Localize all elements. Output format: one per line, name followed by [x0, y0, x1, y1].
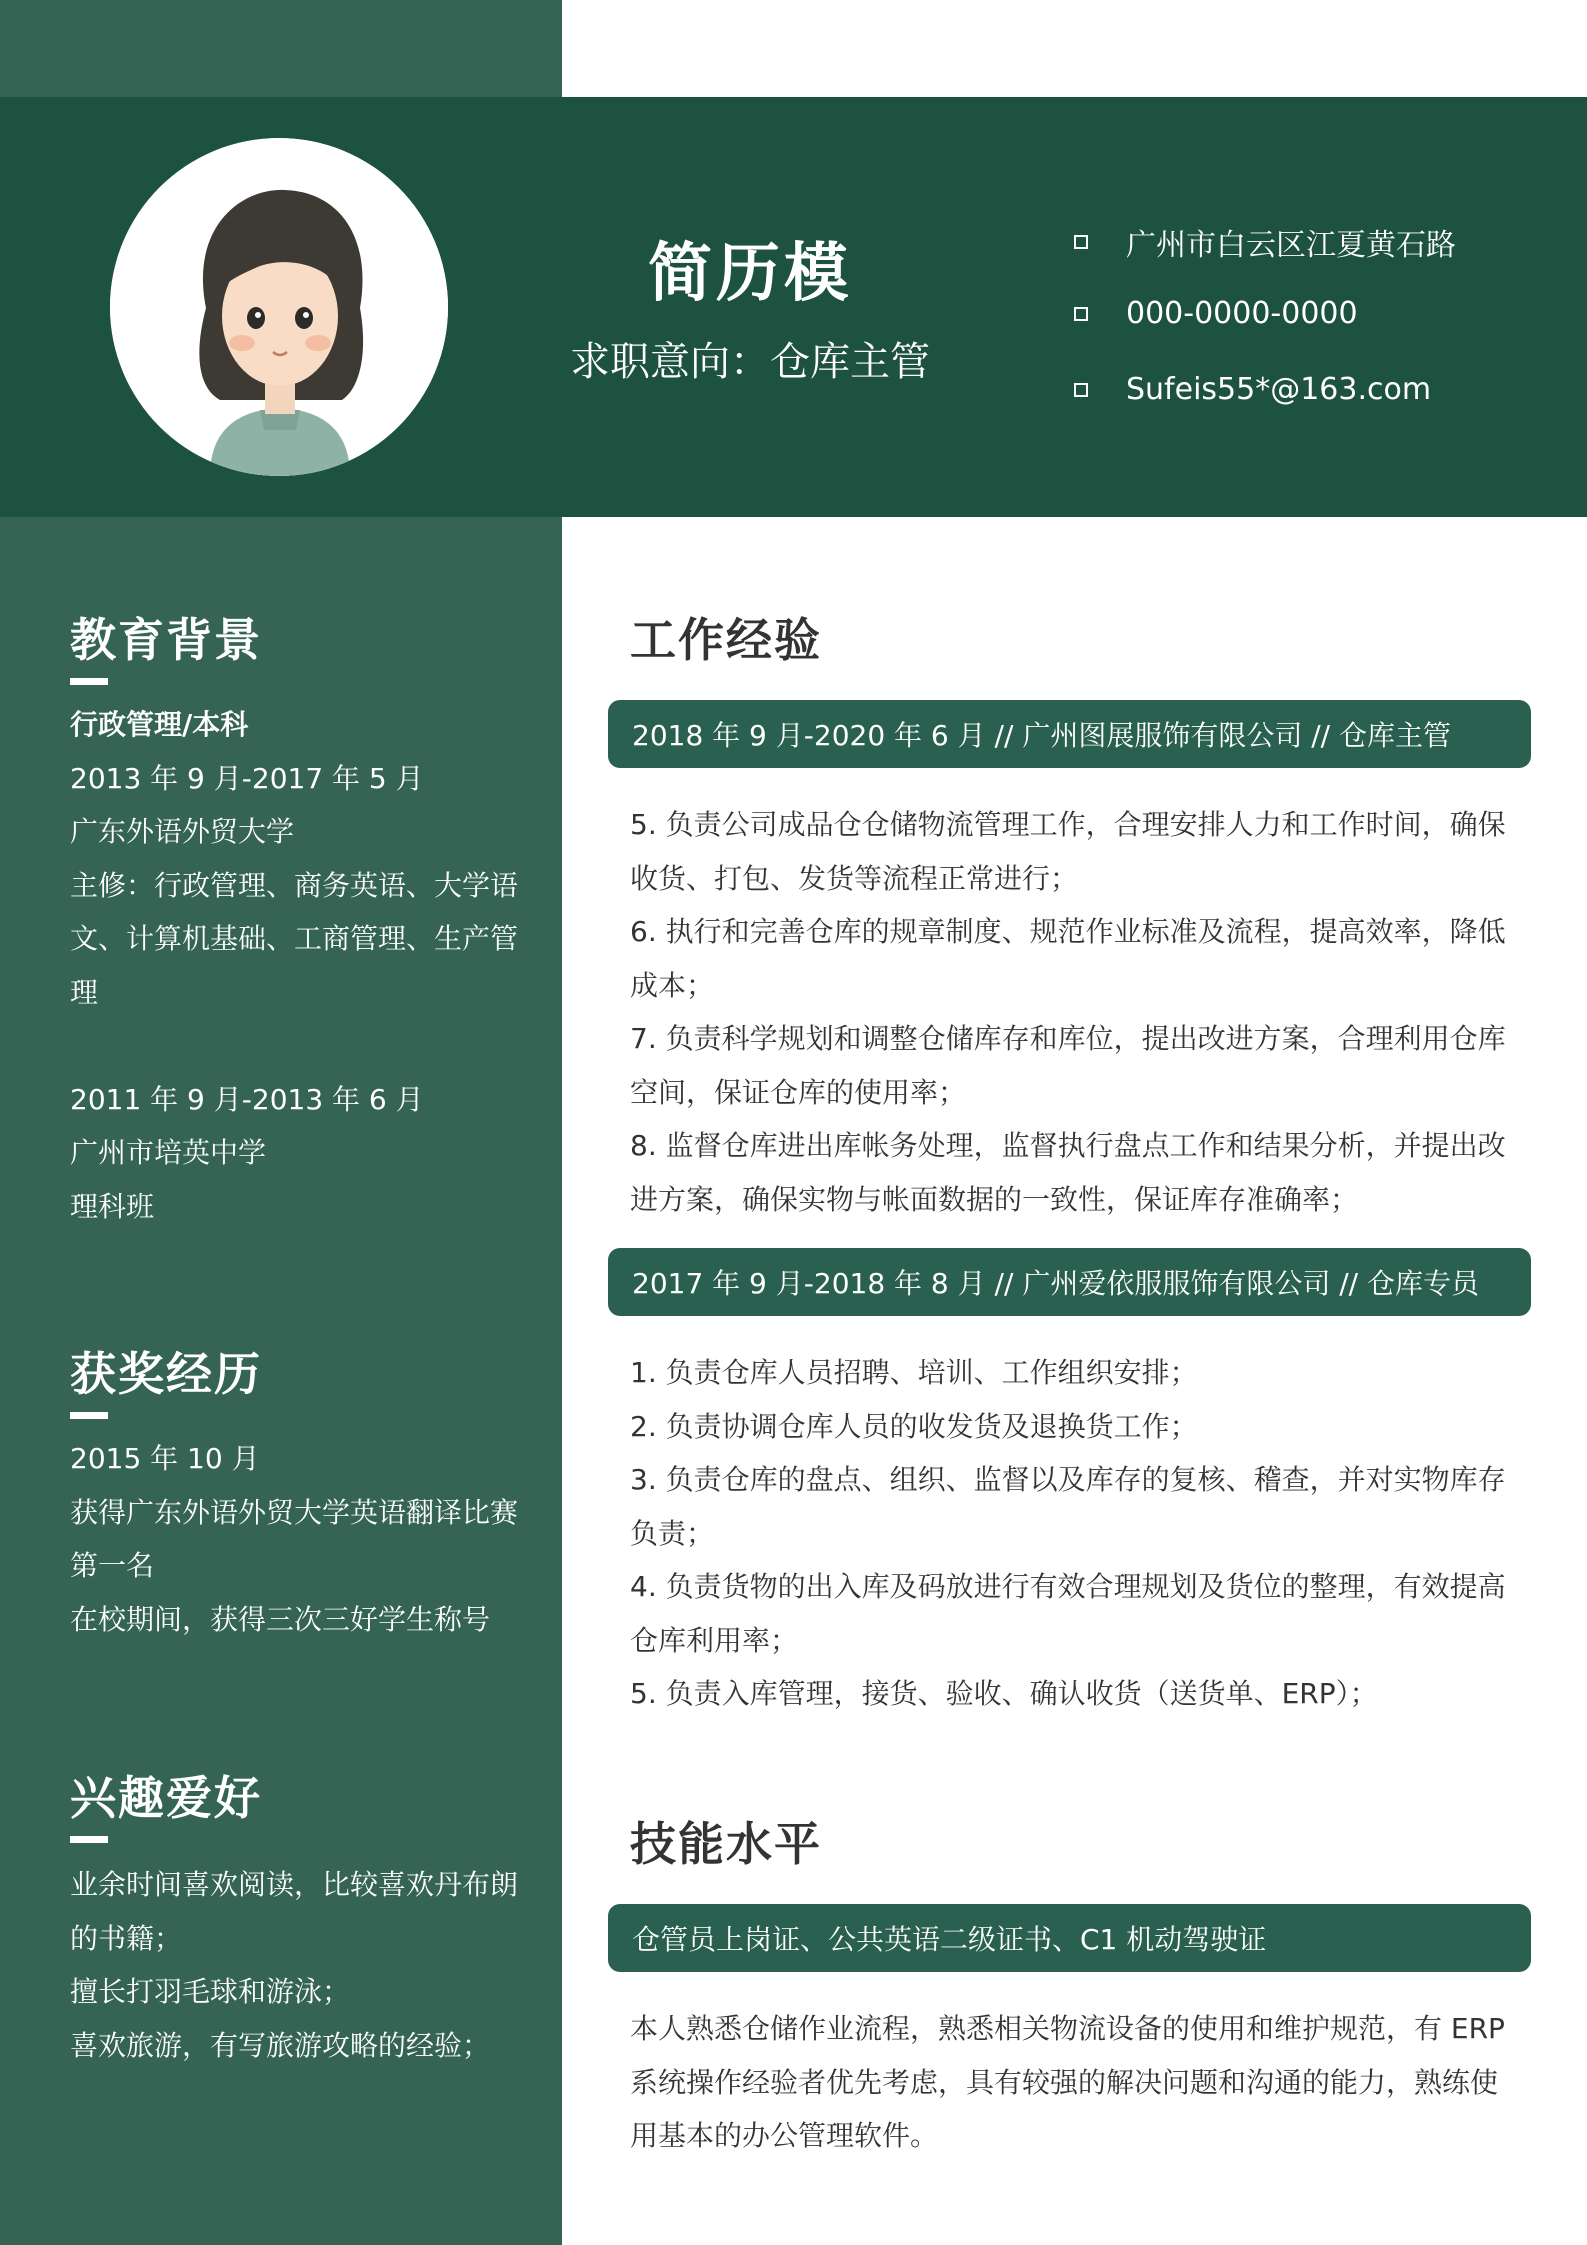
avatar-illustration: [110, 138, 448, 476]
education-underline: [70, 678, 108, 685]
skills-certificates: 仓管员上岗证、公共英语二级证书、C1 机动驾驶证: [608, 1904, 1531, 1972]
awards-section: [70, 1432, 520, 1646]
job-duties: [630, 1346, 1510, 1721]
education-highschool: 广州市培英中学: [70, 1136, 267, 1169]
skills-description: 本人熟悉仓储作业流程，熟悉相关物流设备的使用和维护规范，有 ERP 系统操作经验者优先考虑，具有较强的解决问题和沟通的能力，熟练使用基本的办公管理软件。: [630, 2012, 1505, 2152]
hobby-item: 擅长打羽毛球和游泳；: [70, 1975, 351, 2008]
hobby-item: 业余时间喜欢阅读，比较喜欢丹布朗的书籍；: [70, 1868, 519, 1955]
job-header: 2018 年 9 月-2020 年 6 月 // 广州图展服饰有限公司 // 仓库主管: [608, 700, 1531, 768]
education-class: 理科班: [70, 1189, 155, 1223]
hobbies-underline: [70, 1836, 108, 1843]
resume-title: 简历模: [648, 237, 852, 311]
work-title: 工作经验: [630, 613, 822, 667]
education-date-university: 2013 年 9 月-2017 年 5 月: [70, 761, 424, 795]
job-header: 2017 年 9 月-2018 年 8 月 // 广州爱依服服饰有限公司 // 仓库专员: [608, 1248, 1531, 1316]
awards-title: 获奖经历: [70, 1347, 262, 1401]
job-duty-item: 2. 负责协调仓库人员的收发货及退换货工作；: [630, 1409, 1198, 1443]
job-intent: 求职意向：仓库主管: [570, 339, 930, 385]
award-item: 在校期间，获得三次三好学生称号: [70, 1602, 491, 1636]
skills-title: 技能水平: [630, 1817, 822, 1871]
job-duty-item: 1. 负责仓库人员招聘、培训、工作组织安排；: [630, 1356, 1198, 1389]
address-icon: [1074, 235, 1088, 249]
contact-address: [1074, 220, 1456, 264]
job-duty-item: 3. 负责仓库的盘点、组织、监督以及库存的复核、稽查，并对实物库存负责；: [630, 1463, 1506, 1550]
hobbies-title: 兴趣爱好: [70, 1771, 262, 1825]
contact-address-text: 广州市白云区江夏黄石路: [1126, 228, 1456, 263]
award-date: 2015 年 10 月: [70, 1442, 260, 1475]
award-item: 获得广东外语外贸大学英语翻译比赛第一名: [70, 1495, 519, 1582]
hobbies-section: [70, 1858, 520, 2072]
education-title: 教育背景: [70, 613, 262, 667]
hobby-item: 喜欢旅游，有写旅游攻略的经验；: [70, 2028, 491, 2062]
phone-icon: [1074, 307, 1088, 321]
education-major-courses: 主修：行政管理、商务英语、大学语文、计算机基础、工商管理、生产管理: [70, 868, 519, 1009]
education-university: 广东外语外贸大学: [70, 815, 295, 848]
contact-phone-text: 000-0000-0000: [1126, 296, 1358, 331]
email-icon: [1074, 383, 1088, 397]
education-section: [70, 698, 520, 1233]
job-duty-item: 5. 负责公司成品仓仓储物流管理工作，合理安排人力和工作时间，确保收货、打包、发货等流程正常进行；: [630, 808, 1506, 895]
education-spacer: [70, 1019, 520, 1073]
avatar: [110, 138, 448, 476]
contact-email: [1074, 372, 1431, 407]
education-date-highschool: 2011 年 9 月-2013 年 6 月: [70, 1082, 424, 1116]
contact-email-text: Sufeis55*@163.com: [1126, 372, 1432, 407]
contact-phone: [1074, 296, 1358, 331]
job-duty-item: 5. 负责入库管理，接货、验收、确认收货（送货单、ERP）；: [630, 1677, 1378, 1710]
job-duties: [630, 798, 1510, 1226]
job-duty-item: 6. 执行和完善仓库的规章制度、规范作业标准及流程，提高效率，降低成本；: [630, 915, 1506, 1002]
education-degree: 行政管理/本科: [70, 708, 249, 741]
job-duty-item: 4. 负责货物的出入库及码放进行有效合理规划及货位的整理，有效提高仓库利用率；: [630, 1570, 1506, 1657]
awards-underline: [70, 1412, 108, 1419]
job-duty-item: 8. 监督仓库进出库帐务处理，监督执行盘点工作和结果分析，并提出改进方案，确保实物与帐面数据的一致性，保证库存准确率；: [630, 1129, 1506, 1216]
job-duty-item: 7. 负责科学规划和调整仓储库存和库位，提出改进方案，合理利用仓库空间，保证仓库的使用率；: [630, 1022, 1506, 1109]
